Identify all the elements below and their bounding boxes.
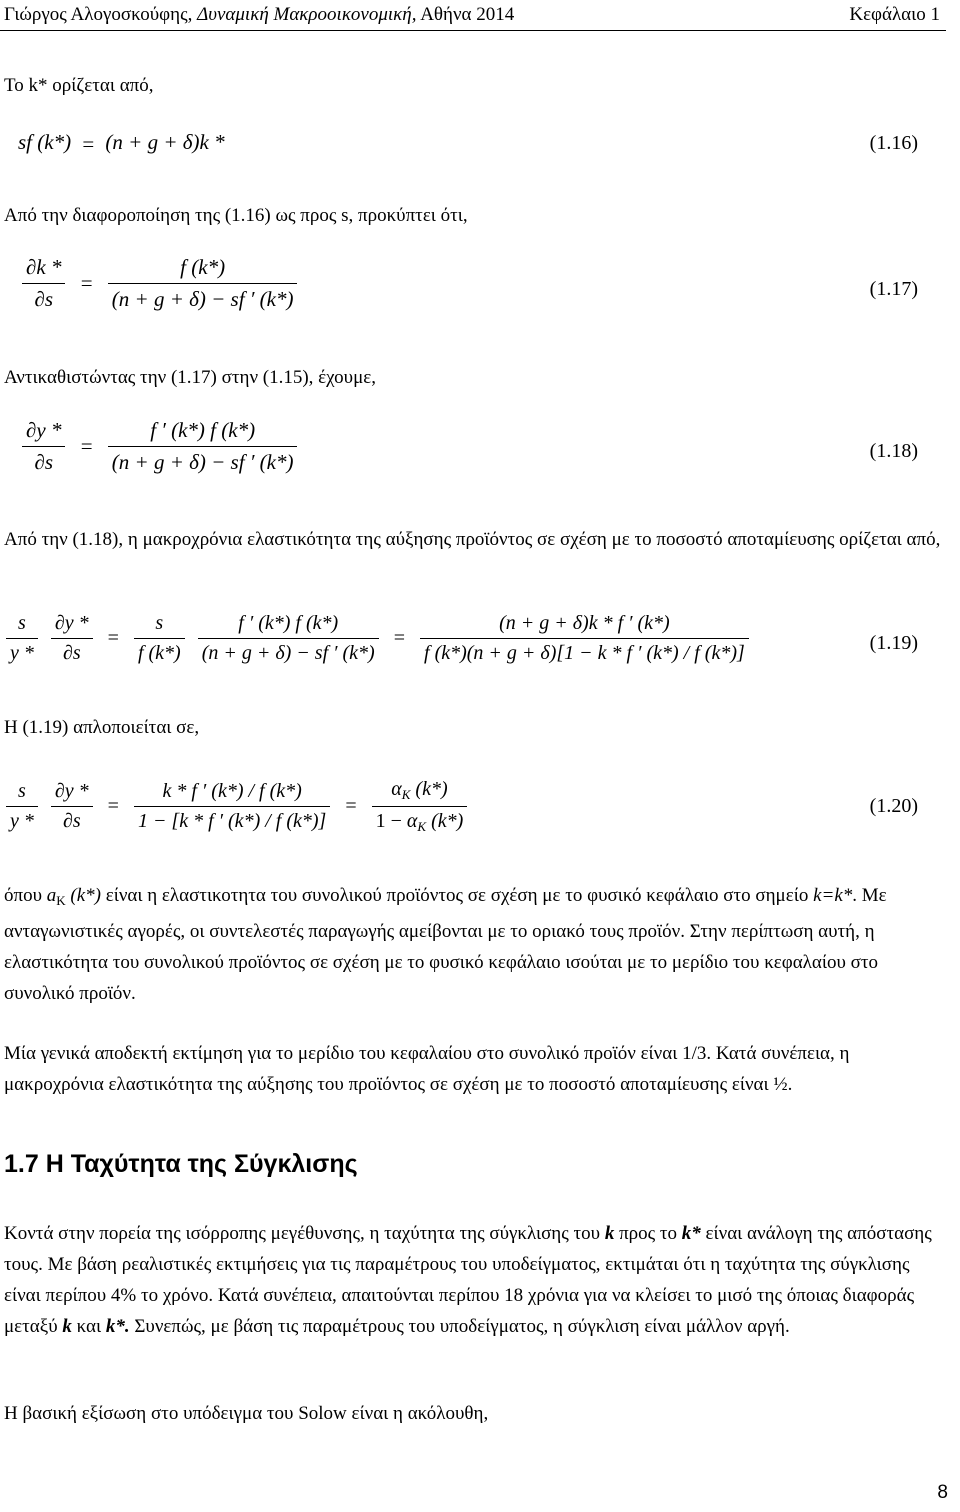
eq20-den-sub: K — [417, 819, 427, 834]
p6-text-b: είναι η ελαστικοτητα του συνολικού προϊόντος σε σχέση με το φυσικό κεφάλαιο στο σημείο — [100, 885, 814, 906]
paragraph-capital-share: Μία γενικά αποδεκτή εκτίμηση για το μερίδιο του κεφαλαίου στο συνολικό προϊόν είναι 1/3. Κατά συνέπεια, η μακροχρόνια ελαστικότητα της αύξησης του προϊόντος σε σχέση με το ποσοστό αποταμίευσης είναι ½. — [4, 1043, 850, 1095]
p6-text-a: όπου — [4, 885, 42, 906]
eq19-equals-1: = — [107, 627, 119, 649]
eq17-lhs-denominator: ∂s — [22, 283, 65, 312]
eq20-num-sub: K — [401, 787, 411, 802]
eq18-rhs-fraction — [108, 418, 298, 475]
paragraph-capital-elasticity — [4, 880, 948, 1009]
paragraph-substitution: Αντικαθιστώντας την (1.17) στην (1.15), έχουμε, — [4, 367, 377, 388]
eq20-equals-2: = — [345, 795, 357, 817]
eq20-s-over-y-fraction — [6, 780, 38, 833]
eq20-den-arg: (k*) — [426, 810, 464, 832]
header-place-year: Αθήνα 2014 — [420, 4, 515, 25]
eq18-lhs-numerator: ∂y * — [26, 418, 62, 442]
eq20-d-denominator — [372, 806, 468, 835]
eq20-c-numerator: k * f ′ (k*) / f (k*) — [162, 780, 302, 802]
eq20-num-alpha: α — [391, 778, 402, 800]
header-citation — [4, 4, 514, 26]
eq19-main-fraction — [198, 612, 379, 665]
paragraph-elasticity-definition: Από την (1.18), η μακροχρόνια ελαστικότητα της αύξησης προϊόντος σε σχέση με το ποσοστό αποταμίευσης ορίζεται από, — [4, 529, 941, 550]
equation-number-1-19: (1.19) — [869, 632, 918, 654]
eq20-b-denominator: ∂s — [51, 806, 93, 833]
equation-number-1-17: (1.17) — [869, 278, 918, 300]
eq20-num-arg: (k*) — [410, 778, 448, 800]
eq19-d-numerator: f ′ (k*) f (k*) — [238, 612, 339, 634]
eq20-a-denominator: y * — [6, 806, 38, 833]
eq19-e-numerator: (n + g + δ)k * f ′ (k*) — [499, 612, 670, 634]
section-heading: 1.7 Η Ταχύτητα της Σύγκλισης — [4, 1150, 358, 1178]
p6-text-c: . Με ανταγωνιστικές αγορές, οι συντελεστές παραγωγής αμείβονται με το οριακό τους προϊόν. Στην περίπτωση αυτή, η ελαστικότητα του συνολικού προϊόντος σε σχέση με το φυσικό κεφάλαιο ισούται με το μερίδιο του κεφαλαίου στο συνολικό προϊόν. — [4, 885, 887, 1004]
p8-text-a: Κοντά στην πορεία της ισόρροπης μεγέθυνσης, η ταχύτητα της σύγκλισης του — [4, 1223, 605, 1244]
equation-1-19 — [2, 612, 753, 665]
equation-number-1-20: (1.20) — [869, 795, 918, 817]
eq20-den-alpha: α — [406, 810, 418, 832]
eq19-c-denominator: f (k*) — [134, 638, 185, 665]
eq18-equals: = — [80, 434, 93, 458]
eq19-c-numerator: s — [155, 612, 164, 634]
page-number: 8 — [937, 1482, 948, 1503]
eq19-b-denominator: ∂s — [51, 638, 93, 665]
p8-text-e: Συνεπώς, με βάση τις παραμέτρους του υποδείγματος, η σύγκλιση είναι μάλλον αργή. — [129, 1316, 790, 1337]
p6-alpha: a — [46, 885, 57, 906]
eq20-ratio-fraction — [134, 780, 330, 833]
equation-1-18 — [18, 418, 301, 475]
eq20-equals-1: = — [107, 795, 119, 817]
equation-number-1-18: (1.18) — [869, 440, 918, 462]
eq17-equals: = — [80, 271, 93, 295]
eq18-lhs-fraction — [22, 418, 65, 475]
eq19-simplified-fraction — [420, 612, 749, 665]
eq19-derivative-fraction — [51, 612, 93, 665]
eq19-b-numerator: ∂y * — [54, 612, 89, 634]
eq19-e-denominator: f (k*)(n + g + δ)[1 − k * f ′ (k*) / f (k*)] — [420, 638, 749, 665]
eq19-equals-2: = — [393, 627, 406, 649]
eq17-rhs-denominator: (n + g + δ) − sf ′ (k*) — [108, 283, 298, 312]
paragraph-solow-equation: Η βασική εξίσωση στο υπόδειγμα του Solow είναι η ακόλουθη, — [4, 1403, 489, 1424]
eq19-d-denominator: (n + g + δ) − sf ′ (k*) — [198, 638, 379, 665]
equation-1-20 — [2, 778, 471, 835]
eq17-lhs-numerator: ∂k * — [26, 255, 62, 279]
header-book-title: Δυναμική Μακροοικονομική, — [197, 4, 417, 25]
page-header — [0, 0, 960, 36]
eq17-rhs-fraction — [108, 255, 298, 312]
paragraph-differentiation: Από την διαφοροποίηση της (1.16) ως προς s, προκύπτει ότι, — [4, 205, 468, 226]
eq18-rhs-denominator: (n + g + δ) − sf ′ (k*) — [108, 446, 298, 475]
eq16-lhs: sf (k*) — [18, 130, 72, 154]
p8-text-b: προς το — [614, 1223, 682, 1244]
eq20-a-numerator: s — [18, 780, 26, 802]
p6-alpha-arg: (k*) — [70, 885, 101, 906]
header-author: Γιώργος Αλογοσκούφης, — [4, 4, 193, 25]
p8-k-2: k — [62, 1316, 72, 1337]
eq19-s-over-y-fraction — [6, 612, 38, 665]
header-rule — [0, 30, 946, 31]
p8-text-c: είναι ανάλογη της απόστασης τους. Με βάση ρεαλιστικές εκτιμήσεις για τις παραμέτρους του υποδείγματος, εκτιμάται ότι η ταχύτητα της σύγκλισης είναι περίπου 4% το χρόνο. Κατά συνέπεια, απαιτούνται περίπου 18 χρόνια για να κλείσει το μισό της όποιας διαφοράς μεταξύ — [4, 1223, 932, 1337]
equation-1-16 — [18, 130, 225, 157]
header-chapter: Κεφάλαιο 1 — [849, 4, 940, 25]
eq17-lhs-fraction — [22, 255, 65, 312]
eq18-lhs-denominator: ∂s — [22, 446, 65, 475]
eq17-rhs-numerator: f (k*) — [180, 255, 226, 279]
paragraph-convergence-speed — [4, 1218, 948, 1342]
eq20-c-denominator: 1 − [k * f ′ (k*) / f (k*)] — [134, 806, 330, 833]
p8-text-d: και — [71, 1316, 106, 1337]
p8-kstar-2: k*. — [105, 1316, 130, 1337]
eq20-b-numerator: ∂y * — [54, 780, 89, 802]
eq19-a-denominator: y * — [6, 638, 38, 665]
paragraph-simplification: Η (1.19) απλοποιείται σε, — [4, 717, 200, 738]
paragraph-k-star-defined: Το k* ορίζεται από, — [4, 75, 154, 96]
equation-number-1-16: (1.16) — [869, 132, 918, 154]
eq18-rhs-numerator: f ′ (k*) f (k*) — [150, 418, 256, 442]
equation-1-17 — [18, 255, 301, 312]
p8-k: k — [604, 1223, 615, 1244]
eq16-rhs: (n + g + δ)k * — [105, 130, 225, 154]
eq20-alpha-fraction — [372, 778, 468, 835]
p6-alpha-sub: K — [56, 893, 66, 908]
eq20-den-one: 1 − — [375, 810, 407, 832]
eq20-derivative-fraction — [51, 780, 93, 833]
p8-kstar: k* — [681, 1223, 701, 1244]
p6-k-equals-kstar: k=k* — [813, 885, 853, 906]
eq16-equals: = — [82, 131, 95, 156]
eq19-s-over-f-fraction — [134, 612, 185, 665]
eq20-d-numerator — [372, 778, 468, 806]
eq19-a-numerator: s — [18, 612, 26, 634]
